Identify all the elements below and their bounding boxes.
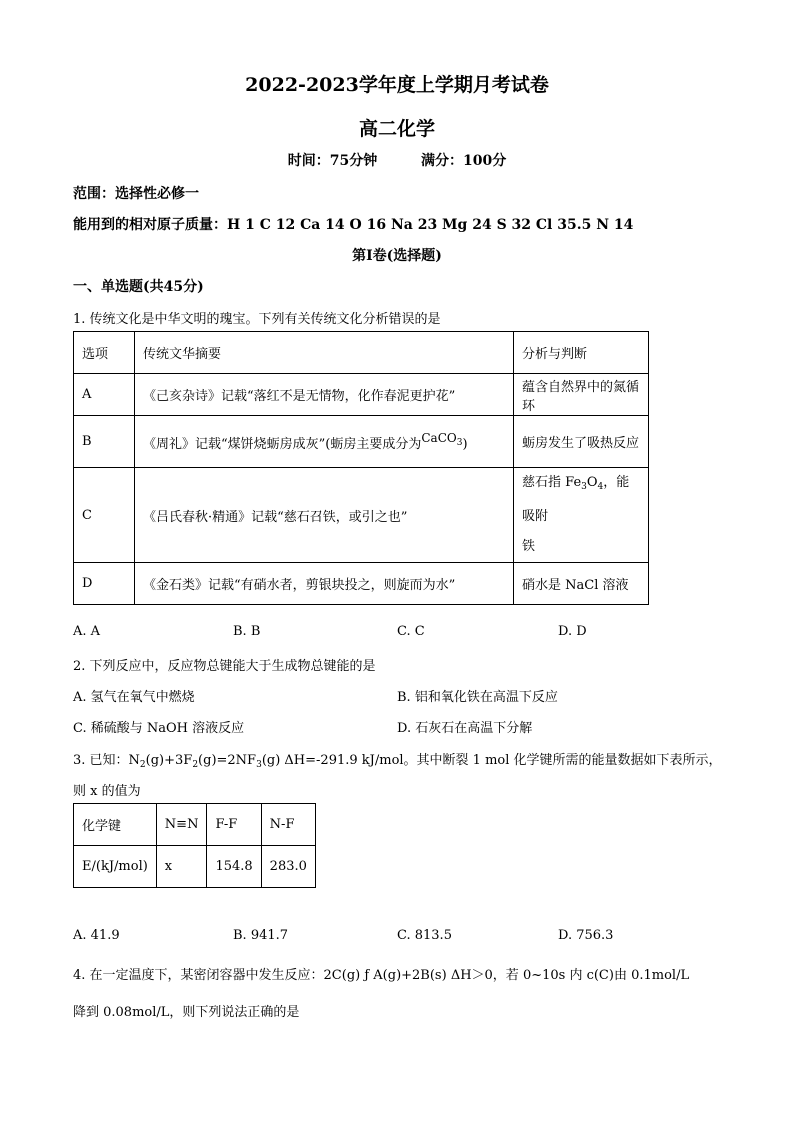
- q3-stem-text: (g)=2NF: [198, 753, 257, 768]
- q1-analysis-tail: ，能吸附: [522, 475, 630, 524]
- q3-cell: x: [156, 846, 207, 888]
- q2-choice-a: A. 氢气在氧气中燃烧: [73, 690, 195, 705]
- nf3-subscript: 3: [256, 760, 262, 770]
- q1-header-cell: 选项: [74, 332, 135, 374]
- q3-header-cell: N-F: [261, 804, 315, 846]
- n2-subscript: 2: [139, 760, 146, 770]
- q3-stem-text: (g) ΔH=-291.9 kJ/mol。其中断裂 1 mol 化学键所需的能量数据如下表所示，: [261, 753, 722, 768]
- exam-scope: 范围：选择性必修一: [73, 186, 199, 202]
- q1-choice-c: C. C: [397, 624, 425, 639]
- q3-stem-text: (g)+3F: [145, 753, 193, 768]
- fe-subscript: 3: [581, 482, 587, 492]
- q1-option: B: [74, 416, 135, 468]
- q3-cell: E/(kJ/mol): [74, 846, 157, 888]
- q1-header-row: [74, 332, 649, 374]
- volume-heading: 第Ⅰ卷(选择题): [352, 248, 442, 264]
- part-heading: 一、单选题(共45分): [73, 279, 204, 295]
- caco3-formula-text: CaCO: [421, 431, 457, 445]
- q3-choice-b: B. 941.7: [233, 928, 289, 943]
- q1-excerpt: 《己亥杂诗》记载“落红不是无情物，化作春泥更护花”: [135, 374, 514, 416]
- q1-header-cell: 分析与判断: [514, 332, 649, 374]
- q1-option: A: [74, 374, 135, 416]
- caco3-formula: [421, 431, 463, 448]
- atomic-masses: 能用到的相对原子质量：H 1 C 12 Ca 14 O 16 Na 23 Mg 24 S 32 Cl 35.5 N 14: [73, 217, 634, 233]
- q1-row: [74, 374, 649, 416]
- caco3-subscript: 3: [456, 438, 463, 448]
- q3-table: [73, 803, 316, 888]
- q4-stem-line2: 降到 0.08mol/L，则下列说法正确的是: [73, 1005, 300, 1020]
- q1-choice-d: D. D: [558, 624, 587, 639]
- q3-header-row: [74, 804, 316, 846]
- q3-header-cell: N≡N: [156, 804, 207, 846]
- q1-row: [74, 416, 649, 468]
- o-subscript: 4: [597, 482, 604, 492]
- exam-time-score: [0, 150, 794, 170]
- q1-analysis: 蛎房发生了吸热反应: [514, 416, 649, 468]
- q1-table: [73, 331, 649, 605]
- q3-choice-a: A. 41.9: [73, 928, 120, 943]
- q1-excerpt: 《金石类》记载“有硝水者，剪银块投之，则旋而为水”: [135, 563, 514, 605]
- exam-score: 满分：100分: [421, 153, 507, 169]
- q3-header-cell: 化学键: [74, 804, 157, 846]
- q2-choice-c: C. 稀硫酸与 NaOH 溶液反应: [73, 721, 245, 736]
- q2-choice-b: B. 铝和氧化铁在高温下反应: [397, 690, 558, 705]
- q3-cell: 283.0: [261, 846, 315, 888]
- q4-stem-line1: 4. 在一定温度下，某密闭容器中发生反应：2C(g) ƒ A(g)+2B(s) ΔH＞0，若 0~10s 内 c(C)由 0.1mol/L: [73, 968, 690, 983]
- q3-stem: [73, 749, 722, 770]
- q1-excerpt: 《吕氏春秋·精通》记载“慈石召铁，或引之也”: [135, 468, 514, 563]
- q1-analysis-line2: 铁: [522, 539, 536, 554]
- q1-analysis: 硝水是 NaCl 溶液: [514, 563, 649, 605]
- q1-analysis: 蕴含自然界中的氮循环: [514, 374, 649, 416]
- q3-choice-c: C. 813.5: [397, 928, 452, 943]
- q3-header-cell: F-F: [207, 804, 261, 846]
- q2-stem: 2. 下列反应中，反应物总键能大于生成物总键能的是: [73, 659, 376, 674]
- q1-choice-a: A. A: [73, 624, 101, 639]
- q1-option: D: [74, 563, 135, 605]
- exam-title: 2022-2023学年度上学期月考试卷: [245, 74, 549, 96]
- q1-excerpt: [135, 416, 514, 468]
- q1-analysis: [514, 468, 649, 563]
- q3-stem-text: 3. 已知：N: [73, 753, 140, 768]
- q1-option: C: [74, 468, 135, 563]
- q1-stem: 1. 传统文化是中华文明的瑰宝。下列有关传统文化分析错误的是: [73, 312, 441, 327]
- q1-excerpt-close: ): [462, 437, 468, 452]
- q1-row: [74, 468, 649, 563]
- q2-choice-d: D. 石灰石在高温下分解: [397, 721, 533, 736]
- q1-row: [74, 563, 649, 605]
- q3-stem-line2: 则 x 的值为: [73, 784, 141, 799]
- q3-cell: 154.8: [207, 846, 261, 888]
- q3-row: [74, 846, 316, 888]
- o-symbol: O: [586, 475, 598, 490]
- q1-header-cell: 传统文华摘要: [135, 332, 514, 374]
- exam-subject: 高二化学: [358, 118, 435, 140]
- q3-choice-d: D. 756.3: [558, 928, 614, 943]
- exam-time: 时间：75分钟: [287, 153, 378, 169]
- q1-excerpt-text: 《周礼》记载“煤饼烧蛎房成灰”(蛎房主要成分为: [143, 437, 422, 452]
- f2-subscript: 2: [192, 760, 199, 770]
- q1-choice-b: B. B: [233, 624, 261, 639]
- q1-analysis-text: 慈石指 Fe: [522, 475, 582, 490]
